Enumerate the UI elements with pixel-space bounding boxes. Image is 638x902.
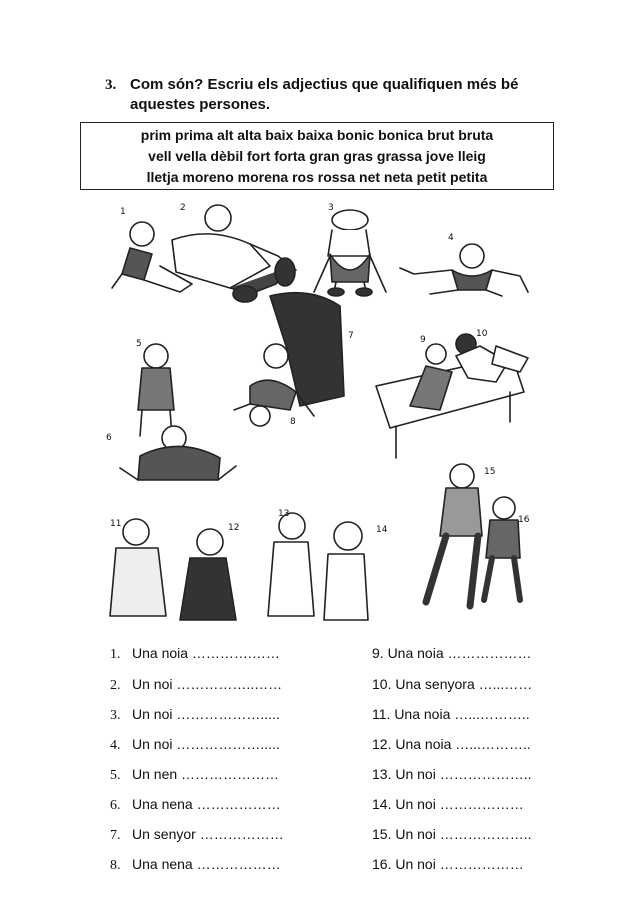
answer-line-16[interactable]: 16. Un noi ……………… — [372, 856, 524, 872]
figure-number-label: 13 — [278, 509, 290, 519]
answer-line-12[interactable]: 12. Una noia …...……….. — [372, 736, 531, 752]
answer-line-4[interactable]: 4. Un noi ………………..... — [110, 736, 280, 753]
figure-number-label: 3 — [328, 203, 334, 213]
figure-number-label: 5 — [136, 339, 142, 349]
answer-line-5[interactable]: 5. Un nen ………………… — [110, 766, 280, 783]
figure-number-label: 8 — [290, 417, 296, 427]
figure-13-14 — [268, 513, 368, 620]
word-bank-row: vell vella dèbil fort forta gran gras grassa jove lleig — [148, 148, 486, 164]
figure-number-label: 10 — [476, 329, 488, 339]
figure-number-label: 12 — [228, 523, 240, 533]
question-line-2: aquestes persones. — [130, 96, 271, 113]
figure-5-6 — [120, 344, 236, 480]
word-bank-box — [80, 122, 554, 190]
answer-line-3[interactable]: 3. Un noi ………………..... — [110, 706, 280, 723]
answer-line-11[interactable]: 11. Una noia …...……….. — [372, 706, 530, 722]
answer-line-9[interactable]: 9. Una noia ……………… — [372, 645, 532, 661]
figure-number-label: 4 — [448, 233, 454, 243]
figure-number-label: 7 — [348, 331, 354, 341]
figure-number-label: 2 — [180, 203, 186, 213]
figure-15-16 — [426, 464, 520, 606]
answer-line-15[interactable]: 15. Un noi ……………….. — [372, 826, 532, 842]
answer-line-2[interactable]: 2. Un noi ……………..…… — [110, 676, 283, 693]
answer-line-14[interactable]: 14. Un noi ……………… — [372, 796, 524, 812]
word-bank-row: lletja moreno morena ros rossa net neta petit petita — [146, 169, 488, 185]
figure-number-label: 14 — [376, 525, 388, 535]
figure-number-label: 1 — [120, 207, 126, 217]
figure-11-12 — [110, 519, 236, 620]
people-illustration — [100, 196, 536, 624]
answer-line-8[interactable]: 8. Una nena ……………… — [110, 856, 281, 873]
figure-1-2 — [112, 205, 296, 302]
word-bank-row: prim prima alt alta baix baixa bonic bonica brut bruta — [140, 127, 494, 143]
figure-7-8 — [234, 293, 344, 426]
answer-line-13[interactable]: 13. Un noi ……………….. — [372, 766, 532, 782]
figure-number-label: 9 — [420, 335, 426, 345]
figure-number-label: 6 — [106, 433, 112, 443]
answer-line-6[interactable]: 6. Una nena ……………… — [110, 796, 281, 813]
question-number: 3. — [105, 77, 117, 93]
figure-4 — [400, 244, 528, 296]
answer-line-1[interactable]: 1. Una noia ………….…… — [110, 645, 280, 662]
figure-number-label: 11 — [110, 519, 122, 529]
figure-9-10 — [376, 334, 528, 458]
figure-number-label: 15 — [484, 467, 496, 477]
question-line-1: Com són? Escriu els adjectius que qualifiquen més bé — [130, 76, 519, 93]
answer-line-10[interactable]: 10. Una senyora …...…… — [372, 676, 533, 692]
figure-3 — [314, 210, 386, 296]
answer-line-7[interactable]: 7. Un senyor ……………… — [110, 826, 284, 843]
figure-number-label: 16 — [518, 515, 530, 525]
